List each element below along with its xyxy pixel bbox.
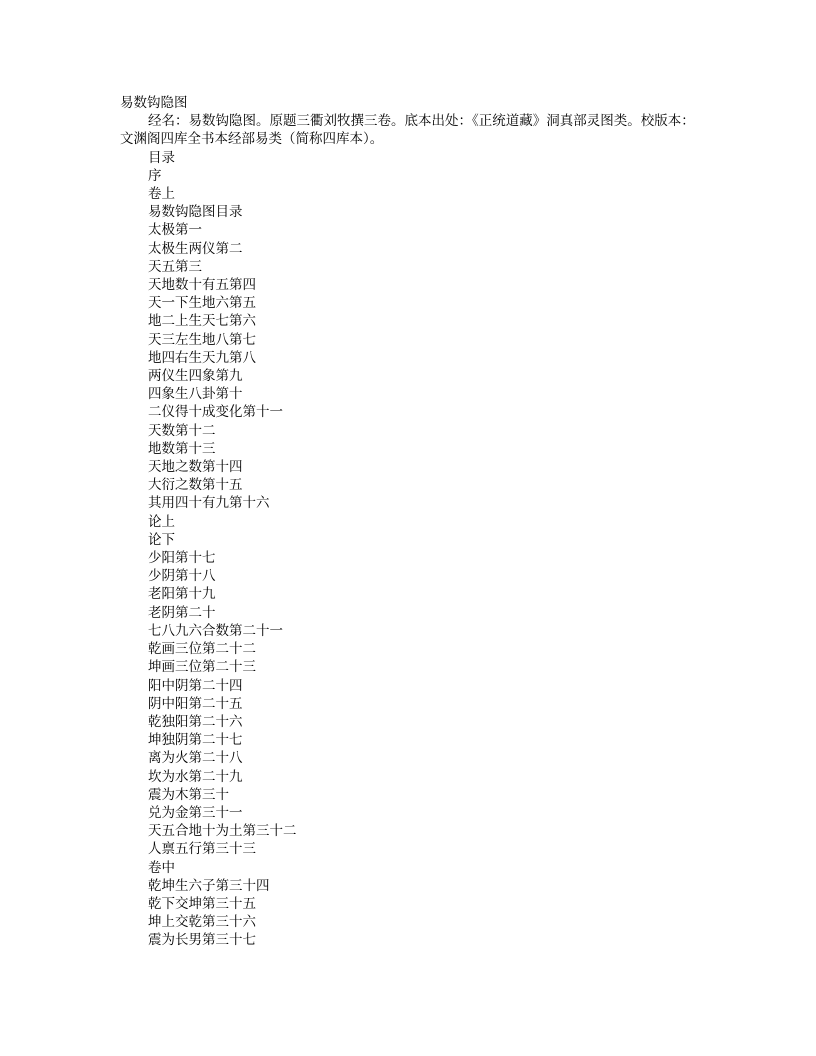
document-title: 易数钩隐图 xyxy=(120,95,188,111)
toc-item: 震为木第三十 xyxy=(148,786,229,803)
toc-item: 乾坤生六子第三十四 xyxy=(148,877,270,894)
toc-item: 七八九六合数第二十一 xyxy=(148,622,283,639)
toc-item: 阳中阴第二十四 xyxy=(148,677,243,694)
toc-item: 太极第一 xyxy=(148,222,202,239)
toc-item: 老阳第十九 xyxy=(148,586,216,603)
toc-item: 天一下生地六第五 xyxy=(148,295,256,312)
document-page xyxy=(120,94,696,950)
toc-item: 人禀五行第三十三 xyxy=(148,841,256,858)
toc-item: 阴中阳第二十五 xyxy=(148,695,243,712)
table-of-contents xyxy=(120,149,696,950)
toc-item: 两仪生四象第九 xyxy=(148,368,243,385)
toc-item: 太极生两仪第二 xyxy=(148,240,243,257)
toc-item: 离为火第二十八 xyxy=(148,750,243,767)
toc-item: 天五第三 xyxy=(148,258,202,275)
toc-item: 坤画三位第二十三 xyxy=(148,659,256,676)
toc-item: 坤上交乾第三十六 xyxy=(148,914,256,931)
toc-item: 其用四十有九第十六 xyxy=(148,495,270,512)
toc-item: 少阴第十八 xyxy=(148,568,216,585)
toc-item: 坎为水第二十九 xyxy=(148,768,243,785)
toc-item: 兑为金第三十一 xyxy=(148,804,243,821)
toc-item: 少阳第十七 xyxy=(148,550,216,567)
toc-item: 天数第十二 xyxy=(148,422,216,439)
toc-item: 乾独阳第二十六 xyxy=(148,713,243,730)
toc-item: 二仪得十成变化第十一 xyxy=(148,404,283,421)
toc-item: 天三左生地八第七 xyxy=(148,331,256,348)
toc-item: 卷上 xyxy=(148,186,175,203)
toc-item: 坤独阴第二十七 xyxy=(148,732,243,749)
toc-item: 论上 xyxy=(148,513,175,530)
toc-item: 地数第十三 xyxy=(148,440,216,457)
toc-item: 天地数十有五第四 xyxy=(148,277,256,294)
toc-item: 卷中 xyxy=(148,859,175,876)
document-intro: 经名：易数钩隐图。原题三衢刘牧撰三卷。底本出处：《正统道藏》洞真部灵图类。校版本：文渊阁四库全书本经部易类（简称四库本）。 xyxy=(120,113,695,148)
toc-item: 论下 xyxy=(148,531,175,548)
toc-item: 天五合地十为土第三十二 xyxy=(148,823,297,840)
toc-item: 天地之数第十四 xyxy=(148,459,243,476)
toc-item: 乾下交坤第三十五 xyxy=(148,895,256,912)
toc-item: 序 xyxy=(148,167,162,184)
toc-item: 大衍之数第十五 xyxy=(148,477,243,494)
toc-item: 地四右生天九第八 xyxy=(148,349,256,366)
toc-item: 四象生八卦第十 xyxy=(148,386,243,403)
toc-item: 震为长男第三十七 xyxy=(148,932,256,949)
toc-item: 地二上生天七第六 xyxy=(148,313,256,330)
toc-item: 老阴第二十 xyxy=(148,604,216,621)
toc-item: 易数钩隐图目录 xyxy=(148,204,243,221)
toc-item: 乾画三位第二十二 xyxy=(148,641,256,658)
toc-item: 目录 xyxy=(148,149,175,166)
